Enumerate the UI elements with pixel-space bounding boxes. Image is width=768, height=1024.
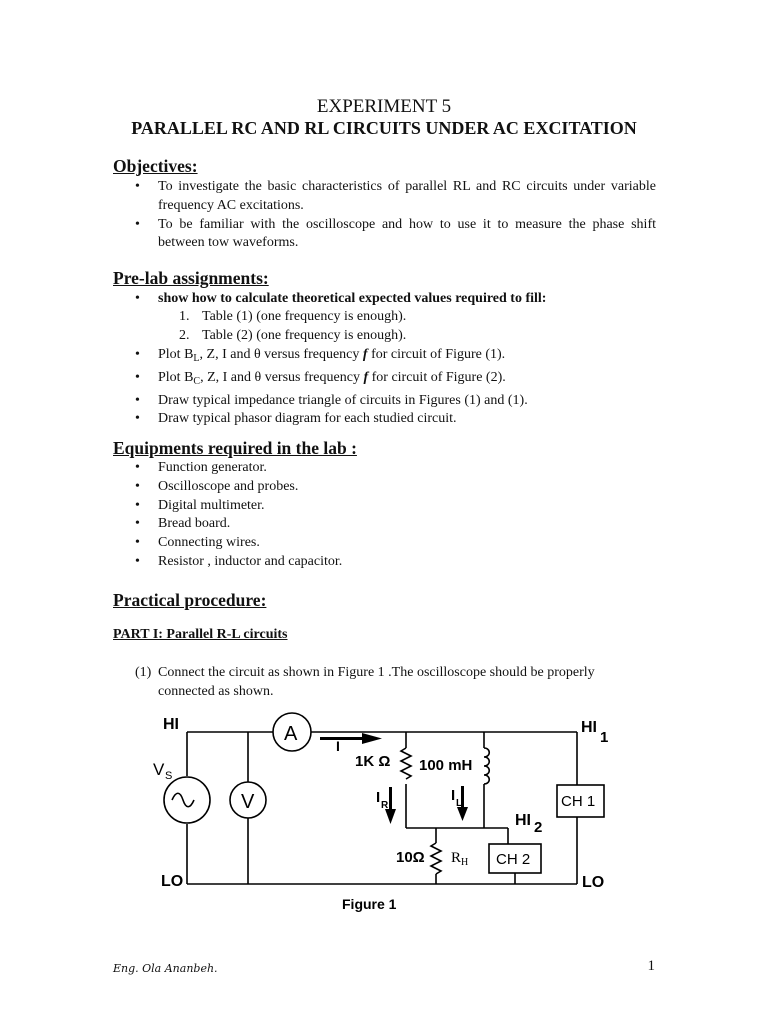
current-label: I <box>336 738 340 754</box>
vs-label: V <box>153 760 165 779</box>
list-item: • To be familiar with the oscilloscope and how to use it to measure the phase shift between tow waveforms. <box>135 216 656 254</box>
footer-author: Eng. Ola Ananbeh. <box>113 962 218 975</box>
inductor-label: 100 mH <box>419 757 473 774</box>
ch2-label: CH 2 <box>496 851 531 868</box>
list-item: • To investigate the basic characteristics of parallel RL and RC circuits under variable frequency AC excitations. <box>135 178 656 216</box>
lo-left-label: LO <box>161 873 184 890</box>
prelab-bold-item: show how to calculate theoretical expected values required to fill: <box>158 291 547 306</box>
list-item: 2. Table (2) (one frequency is enough). <box>179 327 407 343</box>
page-number: 1 <box>647 958 655 974</box>
list-item: • Function generator. <box>135 460 267 475</box>
prelab-item-3: Draw typical impedance triangle of circuits in Figures (1) and (1). <box>158 392 528 408</box>
list-item: • show how to calculate theoretical expected values required to fill: <box>135 291 547 306</box>
prelab-item-4: Draw typical phasor diagram for each studied circuit. <box>158 411 457 427</box>
list-item: • Draw typical phasor diagram for each studied circuit. <box>135 411 457 427</box>
list-item: • Plot $B_L$, Z, I and θ versus frequency f for circuit of Figure (1). <box>135 347 506 364</box>
procedure-step-1: (1) Connect the circuit as shown in Figure 1 .The oscilloscope should be properly connected as shown. <box>135 665 595 699</box>
prelab-sub-2: Table (2) (one frequency is enough). <box>202 327 407 343</box>
circuit-figure-1 <box>0 700 768 930</box>
rh-value-label: 10Ω <box>396 849 425 866</box>
prelab-heading: Pre-lab assignments: <box>113 268 269 288</box>
il-label: I <box>451 787 456 804</box>
objectives-heading: Objectives: <box>113 156 198 176</box>
hi2-sub: 2 <box>534 819 543 836</box>
part-1-heading: PART I: Parallel R-L circuits <box>113 627 288 642</box>
resistor-1k-label: 1K Ω <box>355 753 391 770</box>
lo-right-label: LO <box>582 874 605 891</box>
ch1-label: CH 1 <box>561 793 596 810</box>
prelab-list-2 <box>135 346 656 429</box>
prelab-list <box>135 290 656 309</box>
list-item: • Draw typical impedance triangle of circuits in Figures (1) and (1). <box>135 392 528 408</box>
objectives-list <box>135 178 656 253</box>
experiment-number: EXPERIMENT 5 <box>316 96 452 117</box>
list-item: • Bread board. <box>135 516 231 532</box>
il-sub: L <box>456 798 463 809</box>
voltmeter-label: V <box>241 791 255 813</box>
list-item: • Connecting wires. <box>135 535 260 551</box>
hi1-sub: 1 <box>600 729 609 746</box>
hi1-label: HI <box>581 719 597 736</box>
list-item: • Digital multimeter. <box>135 497 265 513</box>
equipment-heading: Equipments required in the lab : <box>113 438 357 458</box>
objective-2: To be familiar with the oscilloscope and how to use it to measure the phase shift between tow waveforms. <box>158 216 656 251</box>
rh-sub: H <box>461 857 469 868</box>
hi-label: HI <box>163 716 179 733</box>
rh-label: R <box>451 850 462 866</box>
figure-caption: Figure 1 <box>342 896 397 912</box>
procedure-heading: Practical procedure: <box>113 590 267 610</box>
ir-label: I <box>376 789 381 806</box>
objective-1: To investigate the basic characteristics of parallel RL and RC circuits under variable frequency AC excitations. <box>158 179 656 213</box>
list-item: • Oscilloscope and probes. <box>135 478 299 494</box>
ammeter-label: A <box>284 723 298 745</box>
hi2-label: HI <box>515 812 531 829</box>
prelab-sub-1: Table (1) (one frequency is enough). <box>202 309 407 324</box>
experiment-title: PARALLEL RC AND RL CIRCUITS UNDER AC EXCITATION <box>131 118 637 138</box>
ir-sub: R <box>381 800 389 811</box>
equipment-list <box>135 459 656 572</box>
list-item: 1. Table (1) (one frequency is enough). <box>179 309 407 324</box>
vs-sub: S <box>165 770 173 782</box>
list-item: • Plot $B_C$, Z, I and θ versus frequency f for circuit of Figure (2). <box>135 369 506 387</box>
list-item: • Resistor , inductor and capacitor. <box>135 553 343 569</box>
prelab-sub-list <box>179 308 406 346</box>
